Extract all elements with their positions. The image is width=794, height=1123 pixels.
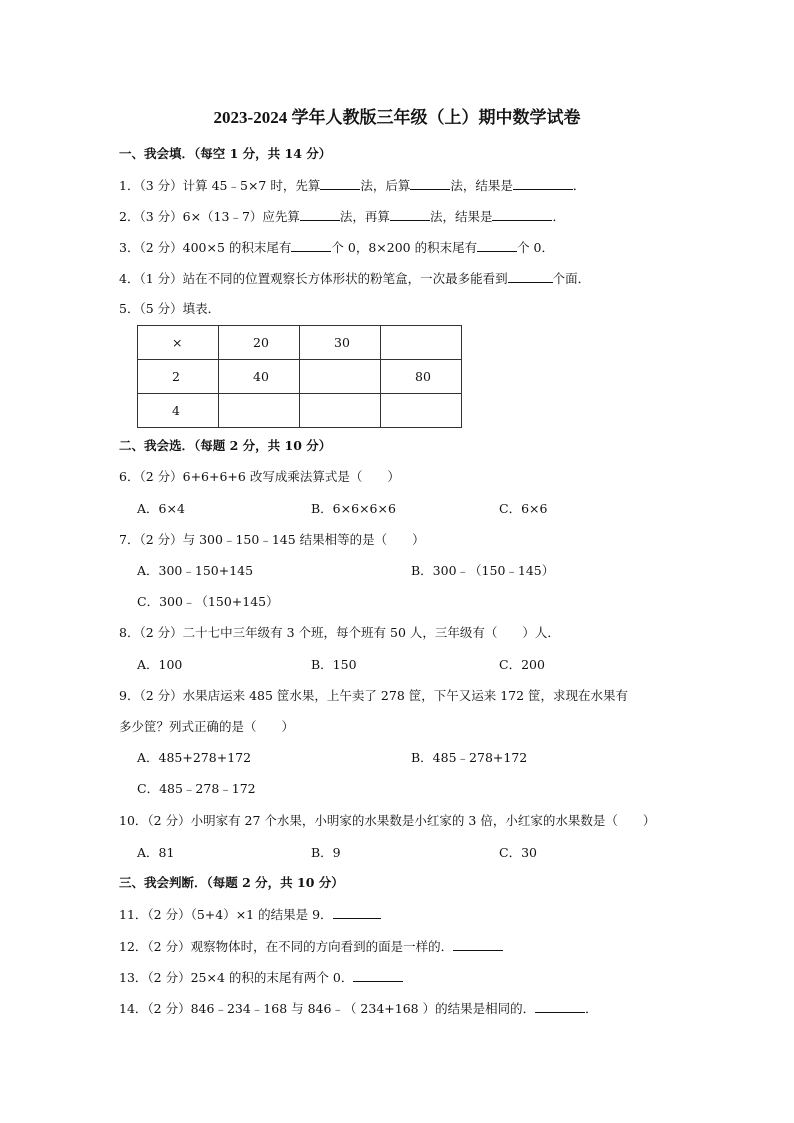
option-c[interactable]: C．200: [499, 657, 545, 672]
question-2: 2．（3 分）6×（13﹣7）应先算 法，再算 法，结果是 ．: [119, 209, 565, 224]
table-cell[interactable]: [219, 394, 300, 428]
table-cell: 80: [381, 360, 462, 394]
table-cell[interactable]: [381, 394, 462, 428]
question-14: 14．（2 分）846﹣234﹣168 与 846﹣（ 234+168 ）的结果是相同的． ．: [119, 1001, 598, 1016]
section-heading-choice: 二、我会选．（每题 2 分，共 10 分）: [119, 438, 332, 453]
option-a[interactable]: A．81: [137, 845, 175, 860]
table-row: [138, 326, 462, 360]
option-c[interactable]: C．6×6: [499, 501, 548, 516]
question-8: 8．（2 分）二十七中三年级有 3 个班，每个班有 50 人，三年级有（ ）人．: [119, 625, 560, 640]
question-7: 7．（2 分）与 300﹣150﹣145 结果相等的是（ ）: [119, 532, 425, 547]
question-13: 13．（2 分）25×4 的积的末尾有两个 0．: [119, 969, 403, 986]
option-a[interactable]: A．485+278+172: [137, 750, 252, 765]
answer-blank[interactable]: [410, 177, 450, 190]
table-cell: ×: [138, 326, 219, 360]
option-a[interactable]: A．6×4: [137, 501, 185, 516]
answer-blank[interactable]: [291, 239, 331, 252]
option-a[interactable]: A．300﹣150+145: [137, 563, 254, 578]
question-9: 9．（2 分）水果店运来 485 筐水果，上午卖了 278 筐，下午又运来 172 筐，求现在水果有: [119, 688, 629, 703]
option-b[interactable]: B．485﹣278+172: [411, 750, 528, 765]
table-row: [138, 394, 462, 428]
answer-blank[interactable]: [453, 938, 503, 951]
table-row: [138, 360, 462, 394]
multiplication-table: [137, 325, 462, 428]
option-c[interactable]: C．300﹣（150+145）: [137, 594, 279, 609]
table-cell: 40: [219, 360, 300, 394]
option-b[interactable]: B．300﹣（150﹣145）: [411, 563, 555, 578]
question-11: 11．（2 分）（5+4）×1 的结果是 9．: [119, 906, 381, 923]
table-cell[interactable]: [300, 394, 381, 428]
answer-blank[interactable]: [492, 208, 552, 221]
question-10: 10．（2 分）小明家有 27 个水果，小明家的水果数是小红家的 3 倍，小红家的水果数是（ ）: [119, 813, 656, 828]
option-b[interactable]: B．6×6×6×6: [311, 501, 396, 516]
answer-blank[interactable]: [477, 239, 517, 252]
option-b[interactable]: B．9: [311, 845, 341, 860]
table-cell[interactable]: [381, 326, 462, 360]
answer-blank[interactable]: [390, 208, 430, 221]
answer-blank[interactable]: [300, 208, 340, 221]
answer-blank[interactable]: [535, 1000, 585, 1013]
option-a[interactable]: A．100: [137, 657, 183, 672]
answer-blank[interactable]: [320, 177, 360, 190]
answer-blank[interactable]: [353, 969, 403, 982]
answer-blank[interactable]: [333, 906, 381, 919]
table-cell[interactable]: [300, 360, 381, 394]
section-heading-judge: 三、我会判断．（每题 2 分，共 10 分）: [119, 875, 344, 890]
option-c[interactable]: C．30: [499, 845, 537, 860]
question-3: 3．（2 分）400×5 的积末尾有 个 0，8×200 的积末尾有 个 0．: [119, 240, 555, 255]
table-cell: 30: [300, 326, 381, 360]
page-title: 2023-2024 学年人教版三年级（上）期中数学试卷: [213, 108, 581, 127]
question-9-continued: 多少筐？列式正确的是（ ）: [119, 719, 295, 734]
question-5: 5．（5 分）填表．: [119, 301, 221, 316]
option-b[interactable]: B．150: [311, 657, 357, 672]
question-4: 4．（1 分）站在不同的位置观察长方体形状的粉笔盒，一次最多能看到 个面．: [119, 271, 591, 286]
answer-blank[interactable]: [508, 270, 553, 283]
table-cell: 20: [219, 326, 300, 360]
table-cell: 2: [138, 360, 219, 394]
question-12: 12．（2 分）观察物体时，在不同的方向看到的面是一样的．: [119, 938, 503, 955]
table-cell: 4: [138, 394, 219, 428]
option-c[interactable]: C．485﹣278﹣172: [137, 781, 256, 796]
question-1: 1．（3 分）计算 45﹣5×7 时，先算 法，后算 法，结果是 ．: [119, 178, 586, 193]
section-heading-fill: 一、我会填．（每空 1 分，共 14 分）: [119, 146, 332, 161]
question-6: 6．（2 分）6+6+6+6 改写成乘法算式是（ ）: [119, 469, 400, 484]
answer-blank[interactable]: [513, 177, 573, 190]
